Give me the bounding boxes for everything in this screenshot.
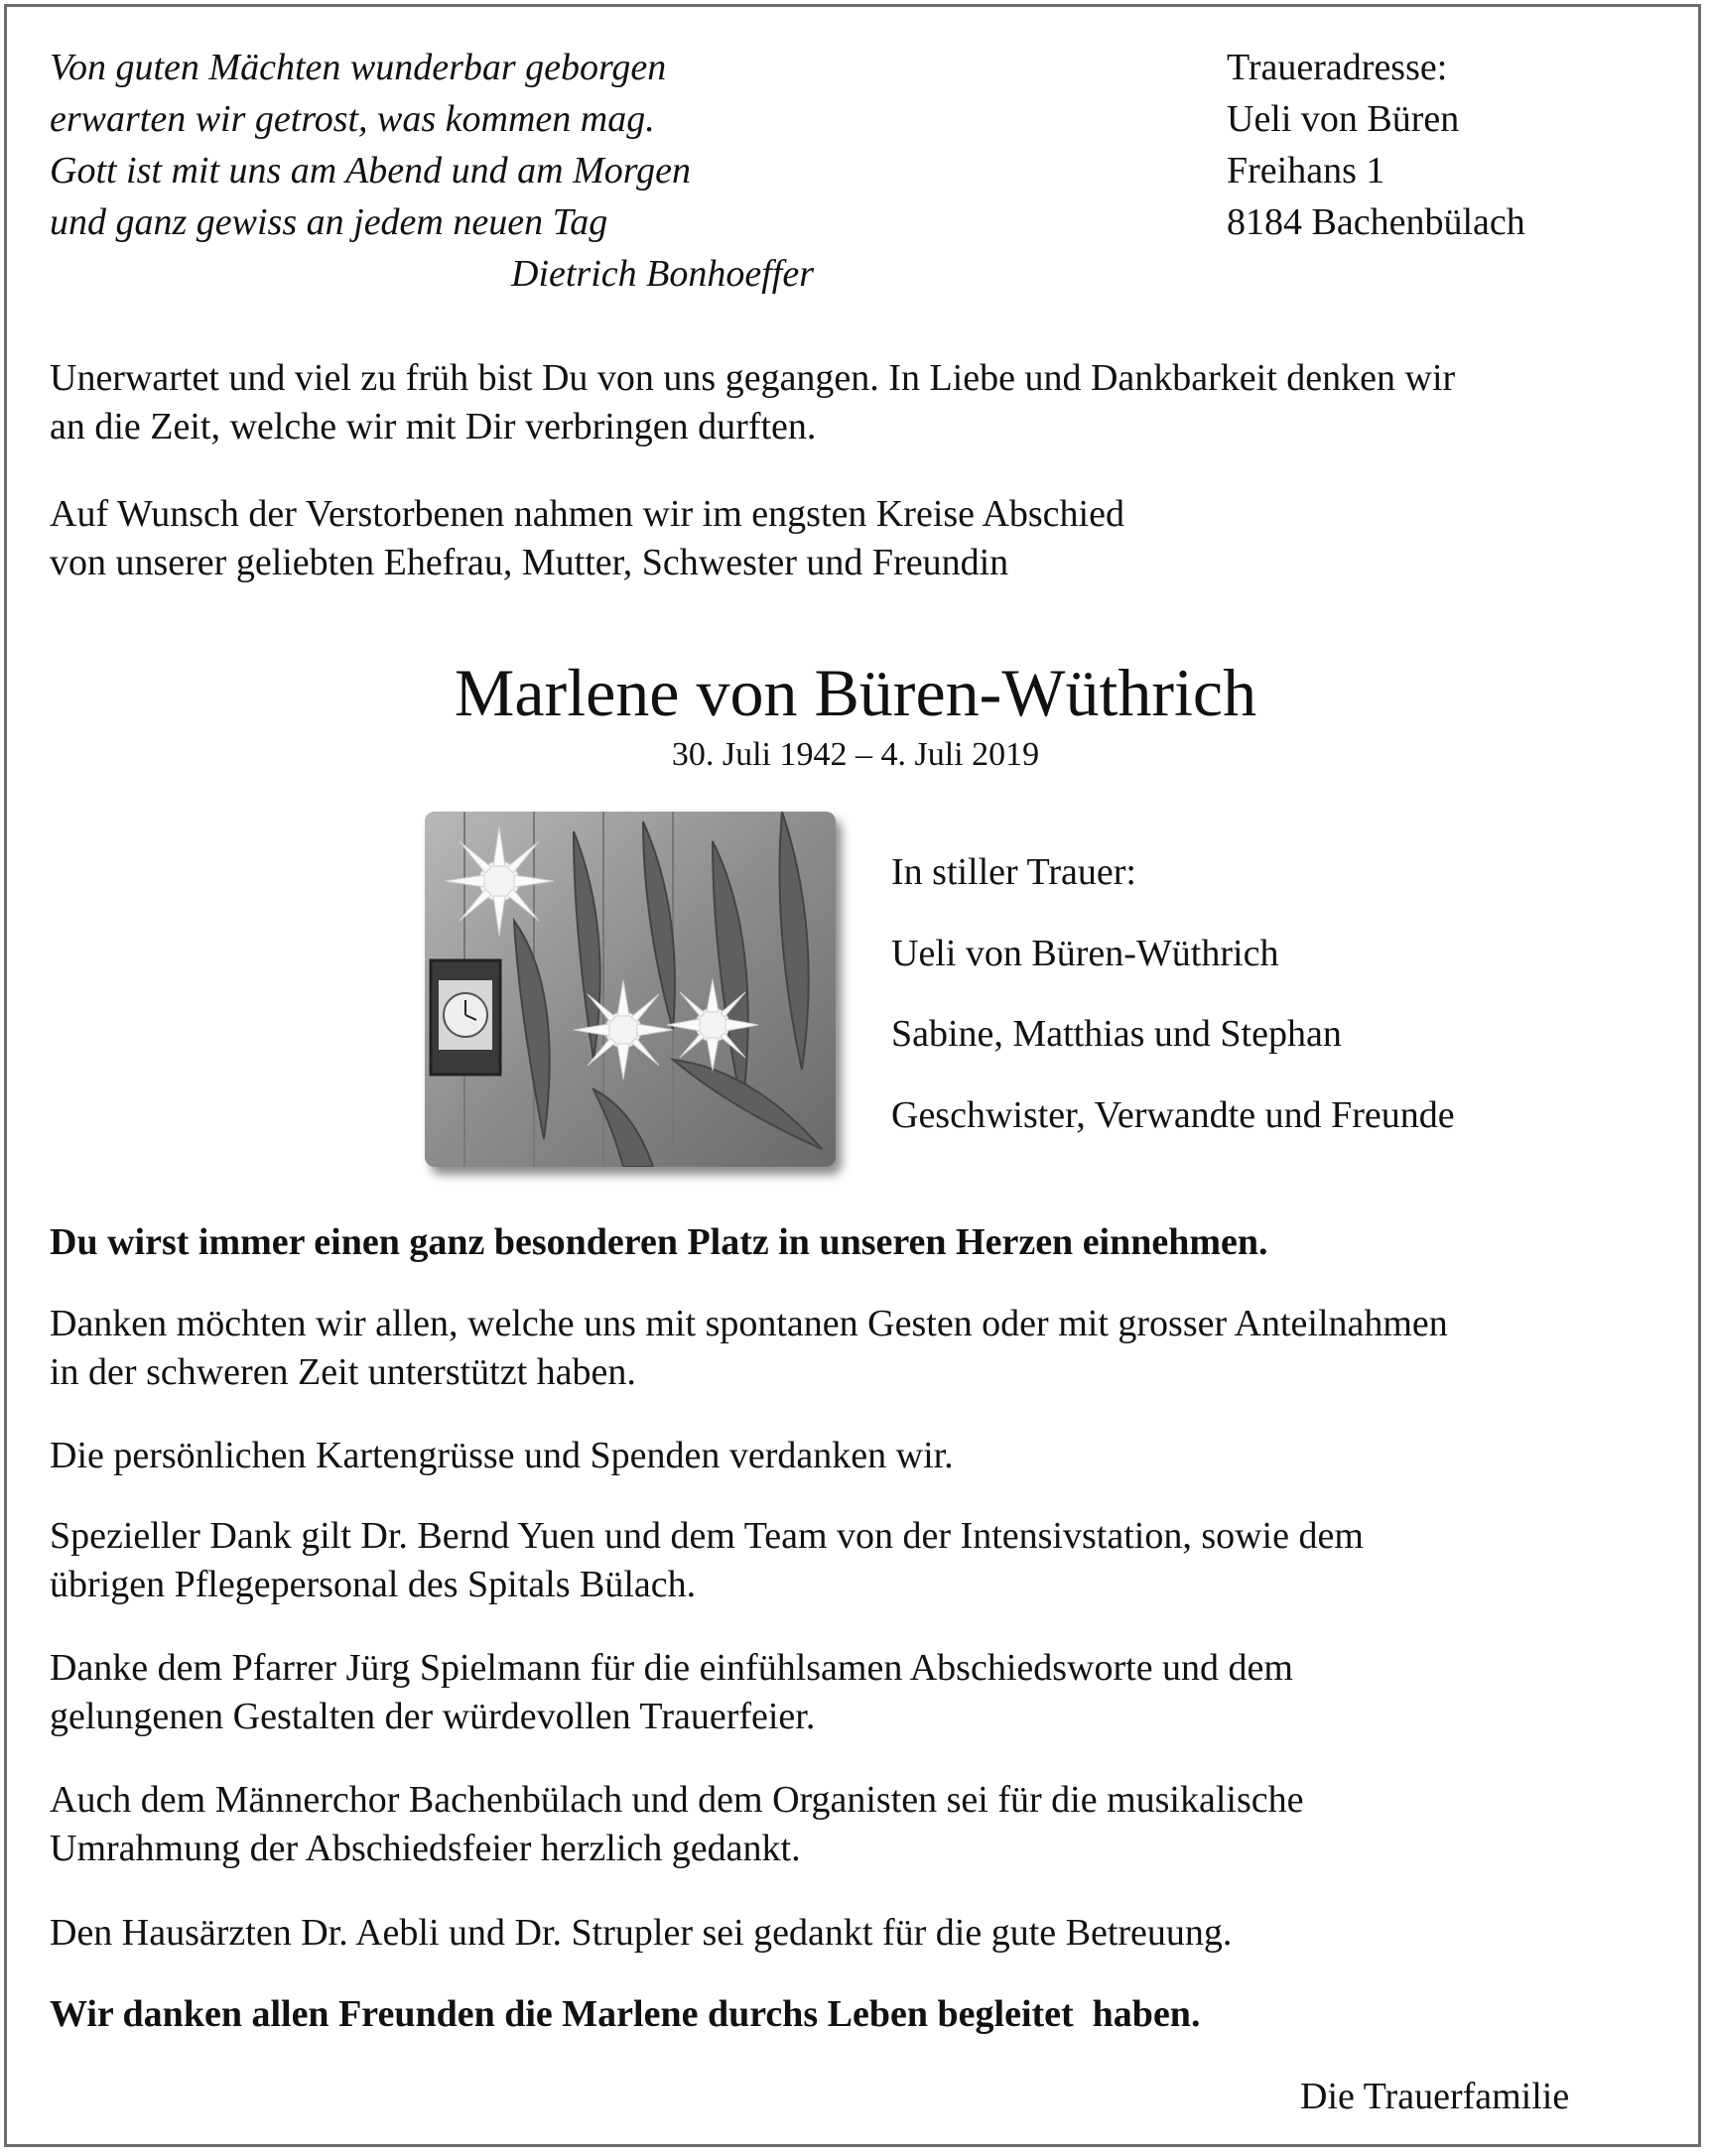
mourner-line: Ueli von Büren-Wüthrich bbox=[891, 933, 1279, 974]
text-line: übrigen Pflegepersonal des Spitals Bülach. bbox=[50, 1564, 697, 1605]
mourning-address bbox=[1227, 42, 1525, 248]
text-line: an die Zeit, welche wir mit Dir verbringen durften. bbox=[50, 406, 817, 447]
address-label: Traueradresse: bbox=[1227, 47, 1448, 88]
text-line: Danke dem Pfarrer Jürg Spielmann für die einfühlsamen Abschiedsworte und dem bbox=[50, 1647, 1293, 1689]
mourner-line: Sabine, Matthias und Stephan bbox=[891, 1013, 1342, 1055]
thanks-paragraph: Den Hausärzten Dr. Aebli und Dr. Strupler sei gedankt für die gute Betreuung. bbox=[50, 1912, 1233, 1954]
thanks-paragraph bbox=[50, 1512, 1657, 1609]
text-line: Auf Wunsch der Verstorbenen nahmen wir im engsten Kreise Abschied bbox=[50, 493, 1124, 535]
thanks-paragraph bbox=[50, 1644, 1657, 1741]
text-line: Unerwartet und viel zu früh bist Du von uns gegangen. In Liebe und Dankbarkeit denken wir bbox=[50, 357, 1456, 399]
life-dates: 30. Juli 1942 – 4. Juli 2019 bbox=[671, 736, 1040, 773]
deceased-name: Marlene von Büren-Wüthrich bbox=[454, 655, 1257, 730]
poem-line: Gott ist mit uns am Abend und am Morgen bbox=[50, 150, 691, 191]
text-line: Danken möchten wir allen, welche uns mit spontanen Gesten oder mit grosser Anteilnahmen bbox=[50, 1303, 1448, 1344]
intro-paragraph-2 bbox=[50, 490, 1657, 587]
text-line: Umrahmung der Abschiedsfeier herzlich gedankt. bbox=[50, 1828, 801, 1869]
text-line: von unserer geliebten Ehefrau, Mutter, Schwester und Freundin bbox=[50, 542, 1009, 583]
poem-author: Dietrich Bonhoeffer bbox=[511, 253, 814, 295]
mourner-line: Geschwister, Verwandte und Freunde bbox=[891, 1094, 1455, 1136]
flower-photo bbox=[425, 812, 836, 1167]
poem-line: und ganz gewiss an jedem neuen Tag bbox=[50, 201, 608, 243]
text-line: Auch dem Männerchor Bachenbülach und dem Organisten sei für die musikalische bbox=[50, 1779, 1304, 1821]
address-name: Ueli von Büren bbox=[1227, 98, 1460, 140]
thanks-paragraph bbox=[50, 1776, 1657, 1873]
signature: Die Trauerfamilie bbox=[1300, 2076, 1570, 2117]
bold-statement: Du wirst immer einen ganz besonderen Platz in unseren Herzen einnehmen. bbox=[50, 1221, 1268, 1263]
text-line: Spezieller Dank gilt Dr. Bernd Yuen und dem Team von der Intensivstation, sowie dem bbox=[50, 1515, 1364, 1557]
thanks-paragraph bbox=[50, 1300, 1657, 1397]
poem-line: Von guten Mächten wunderbar geborgen bbox=[50, 47, 667, 88]
address-street: Freihans 1 bbox=[1227, 150, 1385, 191]
bold-statement: Wir danken allen Freunden die Marlene durchs Leben begleitet haben. bbox=[50, 1993, 1201, 2035]
flower-photo-illustration bbox=[425, 812, 836, 1167]
poem bbox=[50, 42, 814, 295]
text-line: gelungenen Gestalten der würdevollen Trauerfeier. bbox=[50, 1696, 816, 1737]
poem-line: erwarten wir getrost, was kommen mag. bbox=[50, 98, 655, 140]
mourners-heading: In stiller Trauer: bbox=[891, 851, 1136, 893]
text-line: in der schweren Zeit unterstützt haben. bbox=[50, 1351, 636, 1393]
thanks-paragraph: Die persönlichen Kartengrüsse und Spenden verdanken wir. bbox=[50, 1435, 954, 1476]
intro-paragraph-1 bbox=[50, 354, 1657, 451]
address-city: 8184 Bachenbülach bbox=[1227, 201, 1525, 243]
